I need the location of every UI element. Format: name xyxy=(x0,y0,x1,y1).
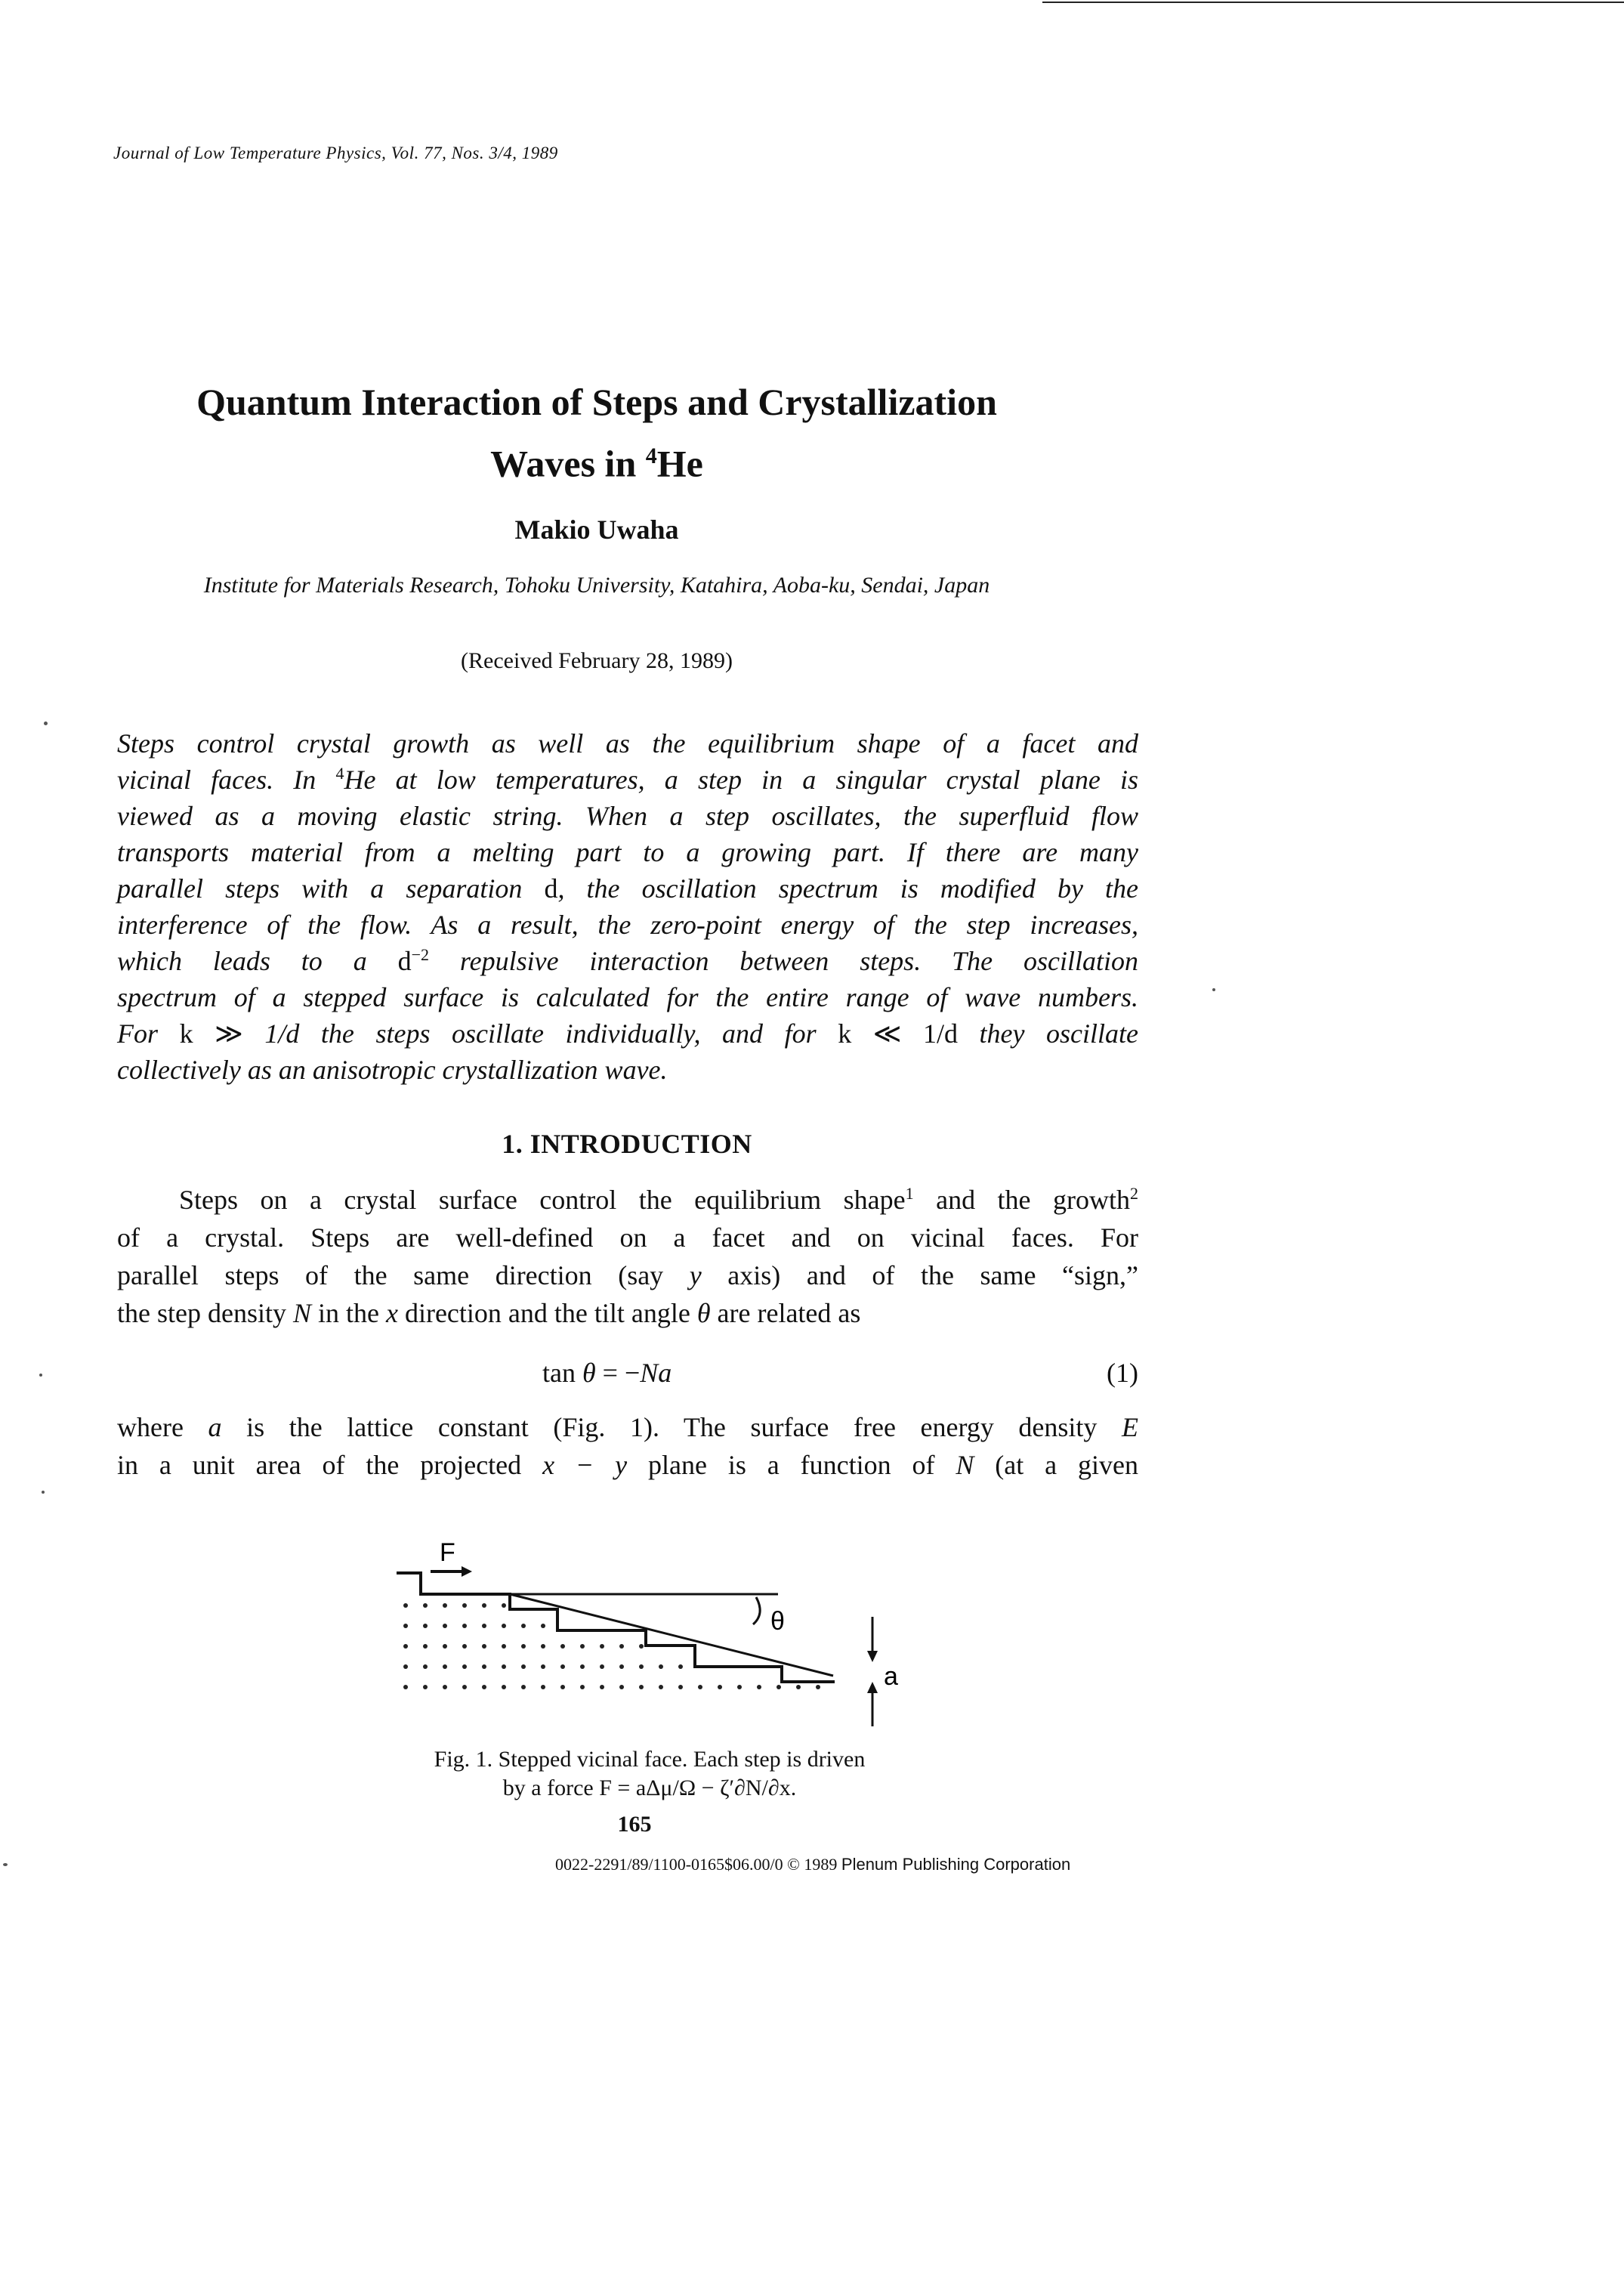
lattice-atom xyxy=(443,1664,447,1669)
lattice-atom xyxy=(600,1664,604,1669)
scan-speck xyxy=(44,722,48,725)
lattice-atom xyxy=(560,1644,565,1649)
lattice-atom xyxy=(619,1644,624,1649)
body-line: where a is the lattice constant (Fig. 1). The surface free energy density E xyxy=(117,1412,1138,1442)
scan-speck xyxy=(3,1863,8,1866)
lattice-atom xyxy=(423,1644,428,1649)
lattice-atom xyxy=(560,1685,565,1689)
figure-caption xyxy=(340,1745,959,1803)
lattice-atom xyxy=(521,1664,526,1669)
figure-1 xyxy=(389,1534,933,1738)
abstract-line: collectively as an anisotropic crystallization wave. xyxy=(117,1055,668,1085)
lattice-atom xyxy=(403,1603,408,1608)
body-line: Steps on a crystal surface control the equilibrium shape$^1$ and the growth$^2$ xyxy=(179,1184,1138,1215)
abstract-line: spectrum of a stepped surface is calculated for the entire range of wave numbers. xyxy=(117,982,1138,1012)
lattice-atom xyxy=(443,1603,447,1608)
lattice-atom xyxy=(403,1644,408,1649)
body-line: of a crystal. Steps are well-defined on a facet and on vicinal faces. For xyxy=(117,1222,1138,1253)
force-label: F xyxy=(440,1538,455,1567)
lattice-atom xyxy=(403,1664,408,1669)
lattice-atom xyxy=(521,1685,526,1689)
lattice-atom xyxy=(678,1664,683,1669)
lattice-atom xyxy=(482,1664,486,1669)
lattice-atom xyxy=(580,1644,585,1649)
copyright-line: 0022-2291/89/1100-0165$06.00/0 © 1989 Plenum Publishing Corporation xyxy=(555,1855,1071,1874)
lattice-atom xyxy=(502,1664,506,1669)
lattice-atom xyxy=(698,1685,702,1689)
body-line: parallel steps of the same direction (say y axis) and of the same “sign,” xyxy=(117,1260,1138,1290)
equation-number: (1) xyxy=(1107,1358,1138,1388)
abstract-line: which leads to a $d^{-2}$ repulsive interaction between steps. The oscillation xyxy=(117,945,1139,976)
lattice-atom xyxy=(423,1603,428,1608)
lattice-atom xyxy=(580,1685,585,1689)
lattice-atom xyxy=(403,1624,408,1628)
lattice-atom xyxy=(423,1685,428,1689)
lattice-atom xyxy=(776,1685,781,1689)
caption-line-2: by a force F = aΔμ/Ω − ζ′∂N/∂x. xyxy=(502,1775,797,1800)
lattice-atom xyxy=(659,1685,663,1689)
lattice-atom xyxy=(521,1644,526,1649)
lattice-atom xyxy=(541,1664,545,1669)
lattice-atom xyxy=(443,1644,447,1649)
lattice-atom xyxy=(482,1644,486,1649)
theta-label: θ xyxy=(770,1607,785,1636)
lattice-atom xyxy=(502,1685,506,1689)
lattice-atom xyxy=(423,1624,428,1628)
page-number: 165 xyxy=(617,1812,652,1837)
equation-1 xyxy=(117,1357,1138,1395)
title-line-2: Waves in $^4$He xyxy=(490,442,703,485)
lattice-atom xyxy=(482,1685,486,1689)
lattice-atom xyxy=(619,1685,624,1689)
lattice-atom xyxy=(560,1664,565,1669)
abstract-line: viewed as a moving elastic string. When a step oscillates, the superfluid flow xyxy=(117,801,1138,831)
lattice-atom xyxy=(639,1685,644,1689)
abstract-line: transports material from a melting part to a growing part. If there are many xyxy=(117,837,1138,867)
lattice-atom xyxy=(796,1685,801,1689)
lattice-atom xyxy=(521,1624,526,1628)
scan-speck xyxy=(39,1374,42,1377)
lattice-atom xyxy=(816,1685,820,1689)
caption-line-1: Fig. 1. Stepped vicinal face. Each step is driven xyxy=(434,1747,866,1772)
lattice-atom xyxy=(600,1685,604,1689)
abstract-line: For k ≫ 1/d the steps oscillate individually, and for k ≪ 1/d they oscillate xyxy=(117,1018,1139,1049)
lattice-atom xyxy=(541,1685,545,1689)
lattice-atom xyxy=(462,1603,467,1608)
body-line: in a unit area of the projected x − y plane is a function of N (at a given xyxy=(117,1450,1138,1480)
lattice-atom xyxy=(423,1664,428,1669)
lattice-atom xyxy=(502,1624,506,1628)
equation-body: tan θ = −Na xyxy=(542,1358,672,1388)
lattice-atom xyxy=(639,1644,644,1649)
step-height-indicator xyxy=(867,1617,878,1726)
scan-speck xyxy=(1212,988,1215,991)
abstract-line: Steps control crystal growth as well as the equilibrium shape of a facet and xyxy=(117,728,1138,759)
lattice-atom xyxy=(718,1685,722,1689)
lattice-atom xyxy=(541,1624,545,1628)
section-heading: 1. INTRODUCTION xyxy=(502,1129,752,1159)
lattice-atom xyxy=(659,1664,663,1669)
lattice-atom xyxy=(639,1664,644,1669)
scan-speck xyxy=(42,1491,45,1494)
lattice-atom xyxy=(600,1644,604,1649)
lattice-atom xyxy=(482,1624,486,1628)
lattice-atom xyxy=(502,1603,506,1608)
paragraph-continuation xyxy=(117,1408,1138,1484)
lattice-atom xyxy=(443,1685,447,1689)
lattice-atom xyxy=(462,1624,467,1628)
lattice-atom xyxy=(580,1664,585,1669)
author: Makio Uwaha xyxy=(514,515,679,545)
introduction-paragraph xyxy=(117,1181,1138,1332)
abstract-line: parallel steps with a separation d, the oscillation spectrum is modified by the xyxy=(117,873,1138,904)
paper-title xyxy=(113,375,1080,491)
lattice-atom xyxy=(462,1644,467,1649)
lattice-atom xyxy=(541,1644,545,1649)
lattice-atom xyxy=(462,1664,467,1669)
journal-header: Journal of Low Temperature Physics, Vol. 77, Nos. 3/4, 1989 xyxy=(113,144,558,162)
stepped-vicinal-face-diagram xyxy=(389,1534,933,1738)
lattice-atom xyxy=(678,1685,683,1689)
lattice-constant-label: a xyxy=(884,1662,898,1691)
lattice-atom xyxy=(482,1603,486,1608)
lattice-atom xyxy=(502,1644,506,1649)
lattice-atom xyxy=(757,1685,761,1689)
lattice-atom xyxy=(403,1685,408,1689)
title-line-1: Quantum Interaction of Steps and Crystallization xyxy=(196,381,997,423)
force-arrow xyxy=(431,1566,472,1577)
lattice-atom xyxy=(443,1624,447,1628)
lattice-atom xyxy=(619,1664,624,1669)
theta-arc xyxy=(753,1597,760,1624)
body-line: the step density N in the x direction and the tilt angle θ are related as xyxy=(117,1298,861,1328)
abstract-line: interference of the flow. As a result, the zero-point energy of the step increases, xyxy=(117,910,1138,940)
abstract xyxy=(117,725,1138,1088)
lattice-atom xyxy=(462,1685,467,1689)
step-profile xyxy=(397,1573,835,1682)
affiliation: Institute for Materials Research, Tohoku University, Katahira, Aoba-ku, Sendai, Japan xyxy=(203,573,990,598)
abstract-line: vicinal faces. In $^4$He at low temperatures, a step in a singular crystal plane is xyxy=(117,764,1138,795)
lattice-atom xyxy=(737,1685,742,1689)
top-rule xyxy=(1042,2,1624,3)
received-date: (Received February 28, 1989) xyxy=(461,648,733,673)
